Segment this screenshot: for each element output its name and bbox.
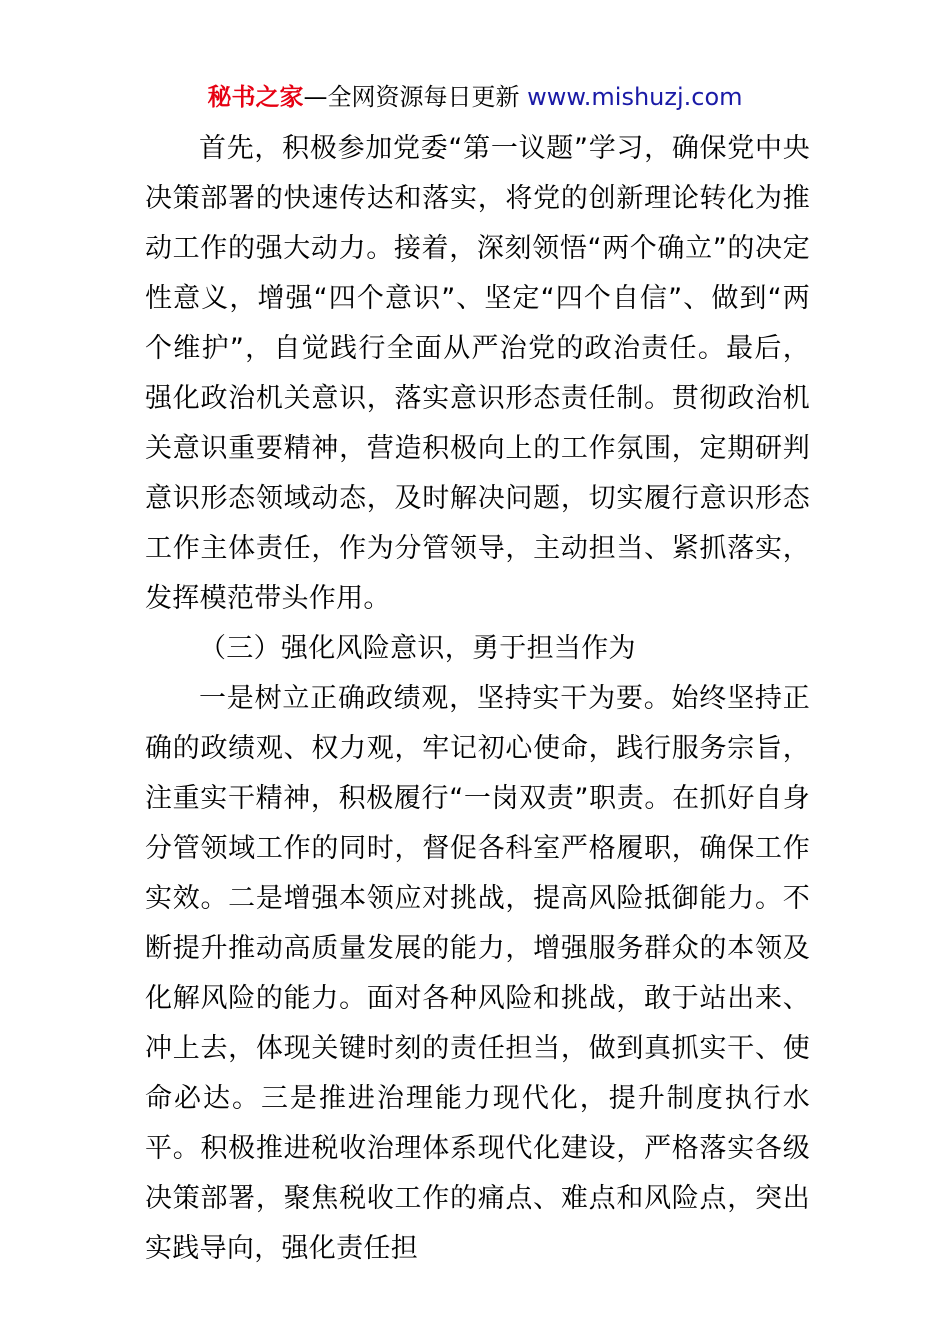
body-paragraph: 首先，积极参加党委“第一议题”学习，确保党中央决策部署的快速传达和落实，将党的创新理论转化为推动工作的强大动力。接着，深刻领悟“两个确立”的决定性意义，增强“四个意识”、坚定“四个自信”、做到“两个维护”，自觉践行全面从严治党的政治责任。最后，强化政治机关意识，落实意识形态责任制。贯彻政治机关意识重要精神，营造积极向上的工作氛围，定期研判意识形态领域动态，及时解决问题，切实履行意识形态工作主体责任，作为分管领导，主动担当、紧抓落实，发挥模范带头作用。 [145,133,810,614]
site-url-link[interactable]: www.mishuzj.com [527,83,743,111]
header-tagline: —全网资源每日更新 [303,83,520,111]
body-paragraph: 一是树立正确政绩观，坚持实干为要。始终坚持正确的政绩观、权力观，牢记初心使命，践行服务宗旨，注重实干精神，积极履行“一岗双责”职责。在抓好自身分管领域工作的同时，督促各科室严格履职，确保工作实效。二是增强本领应对挑战，提高风险抵御能力。不断提升推动高质量发展的能力，增强服务群众的本领及化解风险的能力。面对各种风险和挑战，敢于站出来、冲上去，体现关键时刻的责任担当，做到真抓实干、使命必达。三是推进治理能力现代化，提升制度执行水平。积极推进税收治理体系现代化建设，严格落实各级决策部署，聚焦税收工作的痛点、难点和风险点，突出实践导向，强化责任担 [145,683,810,1264]
page-header [0,80,950,114]
brand-name: 秘书之家 [207,83,304,111]
document-body [145,124,810,1274]
section-heading: （三）强化风险意识，勇于担当作为 [199,633,636,664]
